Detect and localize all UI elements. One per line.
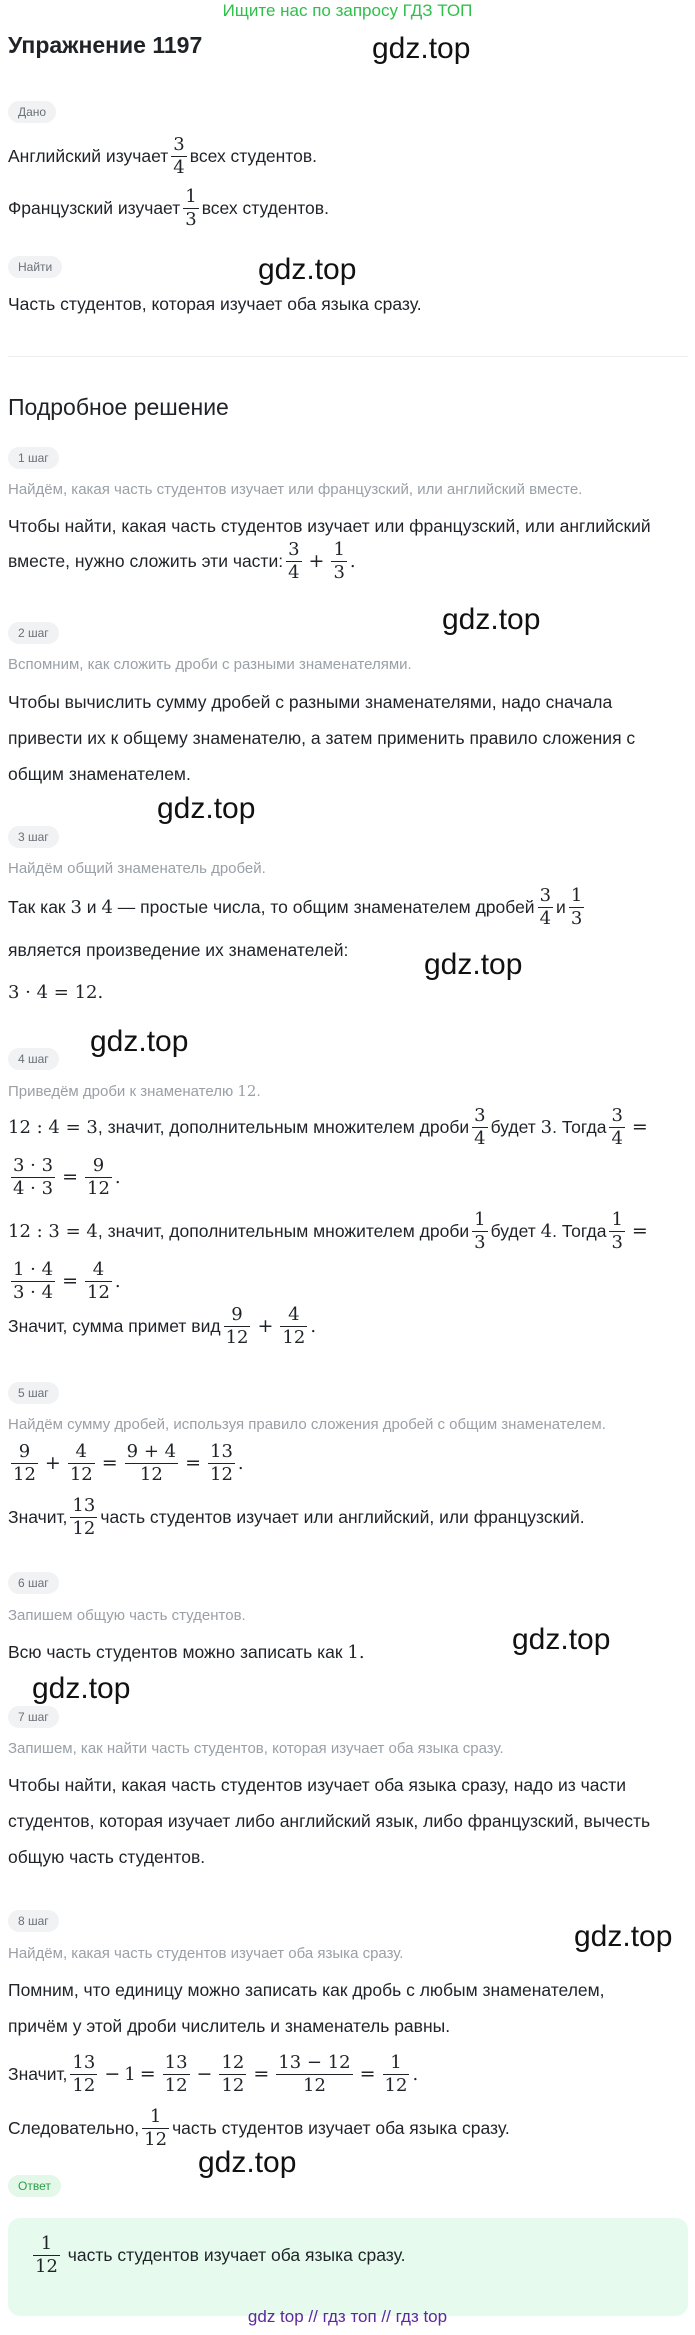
fraction: $\frac{1}{3}$ (570, 884, 583, 929)
solution-heading: Подробное решение (8, 394, 229, 420)
step-text: Значит, $\frac{13}{12}$ часть студентов изучает или английский, или французский. (8, 1494, 585, 1539)
search-banner: Ищите нас по запросу ГДЗ ТОП (222, 1, 473, 20)
given-french-text: Французский изучает (8, 197, 181, 218)
step-hint: Найдём, какая часть студентов изучает или французский, или английский вместе. (8, 481, 583, 498)
given-english-text: всех студентов. (189, 145, 318, 166)
step-text: Чтобы найти, какая часть студентов изучает или французский, или английский (8, 516, 651, 536)
step-text: причём у этой дроби числитель и знаменатель равны. (8, 2016, 451, 2036)
step-hint: Приведём дроби к знаменателю 12. (8, 1082, 261, 1100)
fraction: $\frac{1 \cdot 4}{3 \cdot 4}$ (13, 1258, 54, 1303)
fraction: $\frac{1}{3}$ (474, 1208, 486, 1253)
fraction: $\frac{12}{12}$ (221, 2051, 245, 2096)
fraction: $\frac{9 + 4}{12}$ (126, 1440, 177, 1485)
step-equation: $\frac{3 \cdot 3}{4 \cdot 3}$ = $\frac{9}{12}$ . (13, 1154, 121, 1199)
step-text: вместе, нужно сложить эти части: $\frac{3}{4}$ + $\frac{1}{3}$ . (8, 538, 356, 583)
given-english (8, 133, 317, 179)
fraction: $\frac{4}{12}$ (282, 1303, 306, 1348)
step-text: является произведение их знаменателей: (8, 940, 349, 960)
step-hint: Найдём сумму дробей, используя правило сложения дробей с общим знаменателем. (8, 1416, 606, 1433)
find-badge: Найти (8, 256, 62, 278)
step-equation: Значит, $\frac{13}{12}$ − 1 = $\frac{13}{12}$ − $\frac{12}{12}$ = $\frac{13 - 12}{12}$ = $\frac{1}{12}$ . (8, 2051, 419, 2096)
watermark: gdz.top (90, 1025, 189, 1058)
watermark: gdz.top (424, 948, 523, 981)
step-equation: $\frac{1 \cdot 4}{3 \cdot 4}$ = $\frac{4}{12}$ . (13, 1258, 121, 1303)
fraction: $\frac{1}{3}$ (185, 185, 197, 230)
page-title: Упражнение 1197 (8, 32, 203, 58)
fraction: $\frac{3}{4}$ (539, 884, 552, 929)
fraction: $\frac{1}{12}$ (144, 2105, 168, 2150)
watermark: gdz.top (372, 32, 471, 65)
given-badge: Дано (8, 101, 56, 123)
fraction: $\frac{1}{3}$ (333, 538, 345, 583)
fraction: $\frac{13}{12}$ (164, 2051, 188, 2096)
step-text: общим знаменателем. (8, 764, 191, 784)
step-badge: 8 шаг (8, 1910, 59, 1932)
watermark: gdz.top (512, 1623, 611, 1656)
step-badge: 3 шаг (8, 826, 59, 848)
step-text: Чтобы найти, какая часть студентов изучает оба языка сразу, надо из части (8, 1775, 627, 1795)
divider (8, 356, 688, 357)
fraction: $\frac{13}{12}$ (72, 1494, 96, 1539)
watermark: gdz.top (442, 603, 541, 636)
step-text: общую часть студентов. (8, 1847, 206, 1867)
fraction: $\frac{3}{4}$ (173, 133, 185, 178)
fraction: $\frac{13}{12}$ (72, 2051, 96, 2096)
step-hint: Запишем, как найти часть студентов, которая изучает оба языка сразу. (8, 1740, 504, 1757)
fraction: $\frac{9}{12}$ (87, 1154, 110, 1199)
fraction: $\frac{9}{12}$ (225, 1303, 249, 1348)
step-hint: Найдём, какая часть студентов изучает оба языка сразу. (8, 1945, 404, 1962)
step-badge: 4 шаг (8, 1048, 59, 1070)
step-text: студентов, которая изучает либо английский язык, либо французский, вычесть (8, 1811, 651, 1831)
fraction: $\frac{9}{12}$ (13, 1440, 36, 1485)
step-hint: Вспомним, как сложить дроби с разными знаменателями. (8, 656, 412, 673)
fraction: $\frac{1}{12}$ (384, 2051, 408, 2096)
step-text: Значит, сумма примет вид $\frac{9}{12}$ + $\frac{4}{12}$ . (8, 1303, 317, 1348)
step-text: привести их к общему знаменателю, а затем применить правило сложения с (8, 728, 636, 748)
given-french-text: всех студентов. (201, 197, 329, 218)
answer-text: $\frac{1}{12}$ часть студентов изучает оба языка сразу. (35, 2232, 406, 2277)
given-french (8, 185, 329, 231)
watermark: gdz.top (157, 792, 256, 825)
step-text: Всю часть студентов можно записать как 1. (8, 1642, 365, 1663)
find-text: Часть студентов, которая изучает оба языка сразу. (8, 294, 422, 314)
fraction: $\frac{1}{3}$ (611, 1208, 623, 1253)
watermark: gdz.top (198, 2146, 297, 2179)
step-hint: Запишем общую часть студентов. (8, 1607, 246, 1624)
fraction: $\frac{13 - 12}{12}$ (278, 2051, 351, 2096)
step-equation: 3 · 4 = 12. (8, 982, 104, 1003)
watermark: gdz.top (574, 1920, 673, 1953)
given-english-text: Английский изучает (8, 145, 169, 166)
step-text: Следовательно, $\frac{1}{12}$ часть студентов изучает оба языка сразу. (8, 2105, 510, 2150)
fraction: $\frac{1}{12}$ (35, 2232, 58, 2277)
watermark: gdz.top (258, 253, 357, 286)
fraction: $\frac{4}{12}$ (69, 1440, 93, 1485)
answer-badge: Ответ (8, 2175, 61, 2197)
watermark: gdz.top (32, 1672, 131, 1705)
fraction: $\frac{13}{12}$ (210, 1440, 233, 1485)
step-text: 12 : 4 = 3 , значит, дополнительным множителем дроби $\frac{3}{4}$ будет 3 . Тогда $\frac{3}{4}$ = (8, 1104, 648, 1149)
fraction: $\frac{3}{4}$ (474, 1104, 486, 1149)
footer-links: gdz top // гдз топ // гдз top (247, 2307, 448, 2326)
step-text: 12 : 3 = 4 , значит, дополнительным множителем дроби $\frac{1}{3}$ будет 4 . Тогда $\frac{1}{3}$ = (8, 1208, 648, 1253)
step-hint: Найдём общий знаменатель дробей. (8, 860, 266, 877)
step-text: Помним, что единицу можно записать как дробь с любым знаменателем, (8, 1980, 605, 2000)
step-text: Чтобы вычислить сумму дробей с разными знаменателями, надо сначала (8, 692, 613, 712)
step-badge: 1 шаг (8, 447, 59, 469)
fraction: $\frac{3}{4}$ (288, 538, 300, 583)
fraction: $\frac{3}{4}$ (611, 1104, 623, 1149)
fraction: $\frac{3 \cdot 3}{4 \cdot 3}$ (13, 1154, 54, 1199)
step-badge: 5 шаг (8, 1382, 59, 1404)
step-badge: 7 шаг (8, 1706, 59, 1728)
step-text: Так как 3 и 4 — простые числа, то общим знаменателем дробей $\frac{3}{4}$ и $\frac{1}{3}$ (8, 884, 583, 929)
step-equation: $\frac{9}{12}$ + $\frac{4}{12}$ = $\frac{9 + 4}{12}$ = $\frac{13}{12}$ . (13, 1440, 244, 1485)
step-badge: 2 шаг (8, 622, 59, 644)
fraction: $\frac{4}{12}$ (87, 1258, 110, 1303)
step-badge: 6 шаг (8, 1572, 59, 1594)
